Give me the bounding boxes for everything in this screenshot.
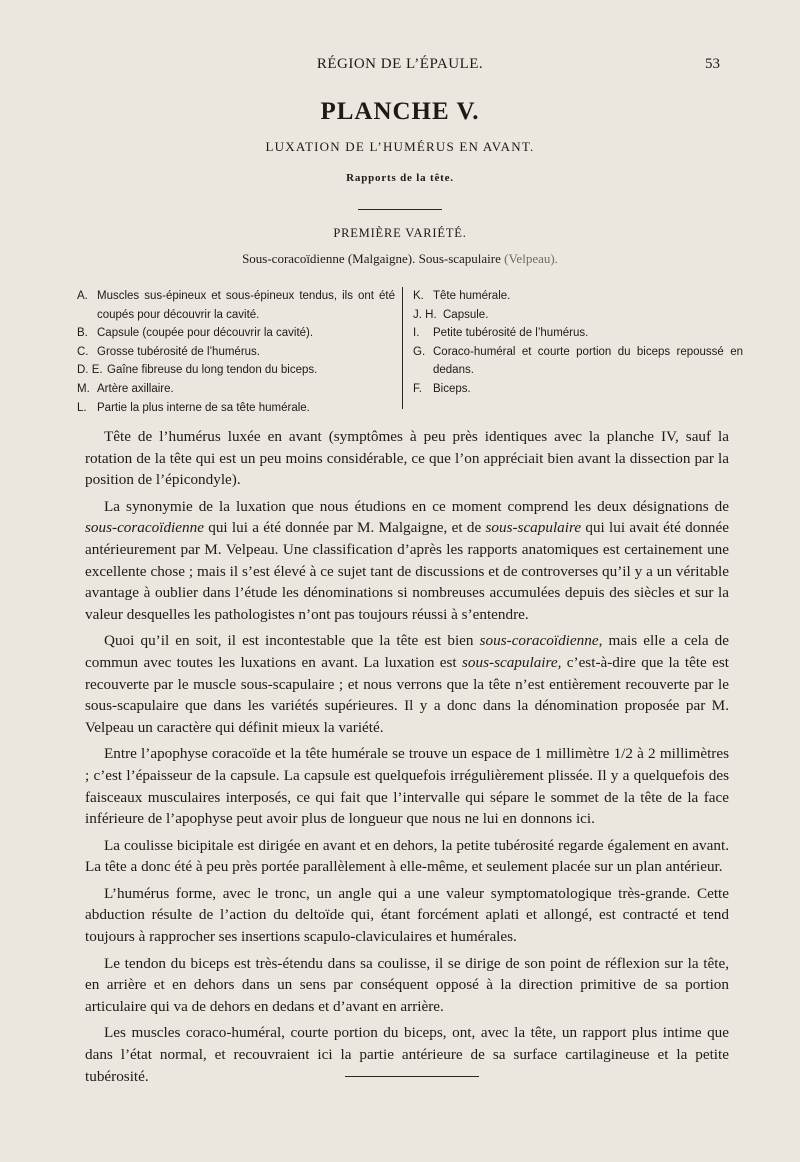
paragraph: L’humérus forme, avec le tronc, un angle qui a une valeur symptomatologique très-grande. Cette abduction résulte de l’action du deltoïde qui, étant forcément aplati et allongé, est contracté et tend toujours à rapprocher ses insertions scapulo-claviculaires et humérales. [85, 884, 729, 946]
variety-description [0, 251, 800, 267]
legend-text: Capsule (coupée pour découvrir la cavité). [97, 327, 314, 340]
legend-item [77, 399, 395, 418]
variety-title: PREMIÈRE VARIÉTÉ. [333, 226, 467, 240]
text-run: , c’est-à-dire que la tête est recouverte par le muscle sous-scapulaire ; et nous verrons que la tête n’est entièrement recouverte par le sous-scapulaire que dans les variétés supérieures. Il y a donc dans la dénomination proposée par M. Velpeau un caractère qui définit mieux la variété. [85, 653, 729, 736]
legend-text: Coraco-huméral et courte portion du biceps repoussé en dedans. [433, 345, 743, 377]
legend-key: F. [413, 382, 422, 395]
legend-text: Biceps. [433, 382, 471, 395]
legend-item [413, 343, 743, 380]
page-number: 53 [705, 56, 720, 72]
legend-item [77, 361, 395, 380]
legend-item [77, 324, 395, 343]
legend-column-right [413, 287, 743, 399]
legend-key: J. H. [413, 308, 437, 321]
end-divider [345, 1076, 479, 1077]
legend-key: C. [77, 345, 89, 358]
paragraph: Les muscles coraco-huméral, courte portion du biceps, ont, avec la tête, un rapport plus intime que dans l’état normal, et recouvraient ici la partie antérieure de sa surface cartilagineuse et la petite tubérosité. [85, 1024, 729, 1085]
paragraph: Le tendon du biceps est très-étendu dans sa coulisse, il se dirige de son point de réflexion sur la tête, en arrière et en dehors dans un sens par conséquent opposé à la direction primitive de sa portion articulaire qui va de dehors en dedans et d’avant en arrière. [85, 954, 729, 1015]
text-run: La synonymie de la luxation que nous étudions en ce moment comprend les deux désignations de [104, 497, 729, 515]
paragraph: La coulisse bicipitale est dirigée en avant et en dehors, la petite tubérosité regarde également en avant. La tête a donc été à peu près portée parallèlement à elle-même, et seulement placée sur un plan antérieur. [85, 836, 729, 876]
paragraph: Tête de l’humérus luxée en avant (symptômes à peu près identiques avec la planche IV, sauf la rotation de la tête qui est un peu moins considérable, ce que l’on appréciait bien avant la dissection par la position de l’épicondyle). [85, 428, 729, 489]
variety-description-main: Sous-coracoïdienne (Malgaigne). Sous-scapulaire [242, 251, 505, 266]
legend-text: Tête humérale. [433, 290, 511, 302]
italic-term: sous-scapulaire [462, 653, 558, 671]
plate-subsubtitle: Rapports de la tête. [346, 172, 454, 184]
body-text [85, 426, 729, 1087]
legend-key: I. [413, 327, 420, 340]
legend-text: Petite tubérosité de l’humérus. [433, 327, 589, 340]
title-divider [358, 209, 442, 210]
text-run: Quoi qu’il en soit, il est incontestable que la tête est bien [104, 632, 480, 650]
variety-description-faint: (Velpeau). [504, 251, 558, 266]
legend-text: Muscles sus-épineux et sous-épineux tendus, ils ont été coupés pour découvrir la cavité. [97, 290, 395, 321]
plate-subtitle: LUXATION DE L’HUMÉRUS EN AVANT. [265, 139, 535, 154]
running-title: RÉGION DE L’ÉPAULE. [316, 56, 484, 72]
legend-item [413, 287, 743, 306]
italic-term: sous-coracoïdienne [85, 519, 204, 537]
legend-item [77, 287, 395, 324]
legend-item [413, 324, 743, 343]
legend-key: A. [77, 290, 88, 302]
legend-key: D. E. [77, 364, 103, 377]
legend-divider [402, 287, 403, 409]
text-run: , mais elle a cela de commun avec toutes les luxations en avant. La luxation est [85, 632, 730, 671]
plate-title: PLANCHE V. [320, 98, 480, 125]
legend-text: Gaîne fibreuse du long tendon du biceps. [107, 364, 318, 377]
legend-column-left [77, 287, 395, 417]
italic-term: sous-scapulaire [485, 519, 582, 537]
legend-text: Capsule. [443, 308, 489, 321]
legend-key: K. [413, 290, 424, 302]
legend-text: Partie la plus interne de sa tête humérale. [97, 401, 310, 414]
legend-key: G. [413, 345, 426, 358]
legend-item [77, 380, 395, 399]
legend-text: Artère axillaire. [97, 382, 174, 395]
paragraph [85, 496, 729, 626]
legend-item [413, 380, 743, 399]
paragraph: Entre l’apophyse coracoïde et la tête humérale se trouve un espace de 1 millimètre 1/2 à 2 millimètres ; c’est l’épaisseur de la capsule. La capsule est quelquefois irrégulièrement plissée. Il y a quelquefois des faisceaux musculaires interposés, ce qui fait que l’intervalle qui sépare le sommet de la tête de la face inférieure de l’apophyse peut avoir plus de longueur que nous ne lui en donnons ici. [85, 745, 729, 828]
legend-item [413, 306, 743, 325]
legend-text: Grosse tubérosité de l’humérus. [97, 345, 260, 358]
legend-key: M. [77, 382, 90, 395]
legend-item [77, 343, 395, 362]
text-run: qui lui a été donnée par M. Malgaigne, et de [203, 519, 486, 537]
legend-key: L. [77, 401, 87, 414]
italic-term: sous-coracoïdienne [479, 632, 599, 650]
text-run: qui lui avait été donnée antérieurement par M. Velpeau. Une classification d’après les rapports anatomiques est certainement une excellente chose ; mais il s’est élevé à ce sujet tant de discussions et de controverses qu’il y a un véritable avantage à oublier dans l’étude les dénominations si nombreuses accumulées depuis des siècles et sur la valeur desquelles les pathologistes n’ont pas toujours réussi à s’entendre. [85, 519, 729, 623]
paragraph [85, 630, 729, 738]
legend-key: B. [77, 327, 88, 340]
